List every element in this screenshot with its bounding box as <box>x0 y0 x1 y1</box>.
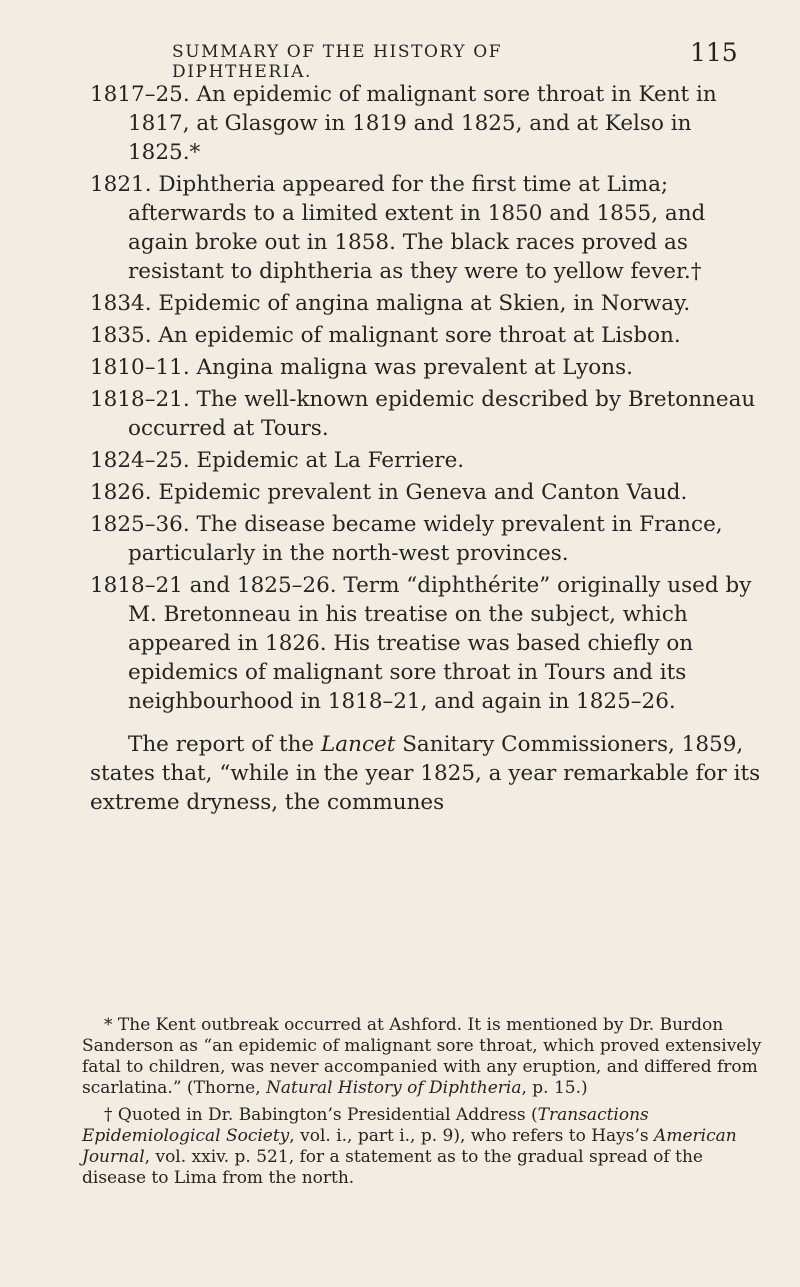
chronology-entry: 1824–25. Epidemic at La Ferriere. <box>90 448 465 473</box>
citation-title: Natural History of Diphtheria <box>266 1078 522 1098</box>
chronology-entry: 1834. Epidemic of angina maligna at Skien, in Norway. <box>90 291 691 316</box>
footnote-text: , vol. xxiv. p. 521, for a statement as to the gradual spread of the disease to Lima from the north. <box>82 1147 703 1188</box>
citation-title: Transactions Epidemiological Society <box>82 1105 649 1146</box>
page-number: 115 <box>690 38 738 67</box>
chronology-entry: 1835. An epidemic of malignant sore throat at Lisbon. <box>90 323 681 348</box>
chronology-entry: 1825–36. The disease became widely prevalent in France, particularly in the north-west provinces. <box>90 512 723 566</box>
chronology-entry: 1817–25. An epidemic of malignant sore throat in Kent in 1817, at Glasgow in 1819 and 1825, and at Kelso in 1825.* <box>90 82 717 165</box>
running-title: SUMMARY OF THE HISTORY OF DIPHTHERIA. <box>172 42 503 82</box>
chronology-entry: 1818–21 and 1825–26. Term “diphthérite” originally used by M. Bretonneau in his treatise on the subject, which appeared in 1826. His treatise was based chiefly on epidemics of malignant sore throat in Tours and its neighbourhood in 1818–21, and again in 1825–26. <box>90 573 752 714</box>
footnote <box>82 1105 772 1189</box>
citation-title: American Journal <box>82 1126 737 1167</box>
footnotes <box>82 1015 772 1195</box>
journal-title: Lancet <box>321 732 396 757</box>
chronology-entry: 1810–11. Angina maligna was prevalent at Lyons. <box>90 355 633 380</box>
paragraph-text: The report of the <box>128 732 321 757</box>
chronology-list <box>90 80 768 817</box>
body-paragraph <box>90 730 768 817</box>
chronology-entry: 1826. Epidemic prevalent in Geneva and Canton Vaud. <box>90 480 688 505</box>
footnote-text: † Quoted in Dr. Babington’s Presidential Address ( <box>104 1105 538 1125</box>
footnote-text: , p. 15.) <box>521 1078 588 1098</box>
footnote <box>82 1015 772 1099</box>
footnote-text: , vol. i., part i., p. 9), who refers to Hays’s <box>289 1126 655 1146</box>
paragraph-text: Sanitary Commissioners, 1859, states that, “while in the year 1825, a year remarkable for its extreme dryness, the communes <box>90 732 761 815</box>
chronology-entry: 1821. Diphtheria appeared for the first time at Lima; afterwards to a limited extent in 1850 and 1855, and again broke out in 1858. The black races proved as resistant to diphtheria as they were to yellow fever.† <box>90 172 706 284</box>
footnote-text: * The Kent outbreak occurred at Ashford. It is mentioned by Dr. Burdon Sanderson as “an epidemic of malignant sore throat, which proved extensively fatal to children, was never accompanied with any eruption, and differed from scarlatina.” (Thorne, <box>82 1015 762 1098</box>
chronology-entry: 1818–21. The well-known epidemic described by Bretonneau occurred at Tours. <box>90 387 756 441</box>
